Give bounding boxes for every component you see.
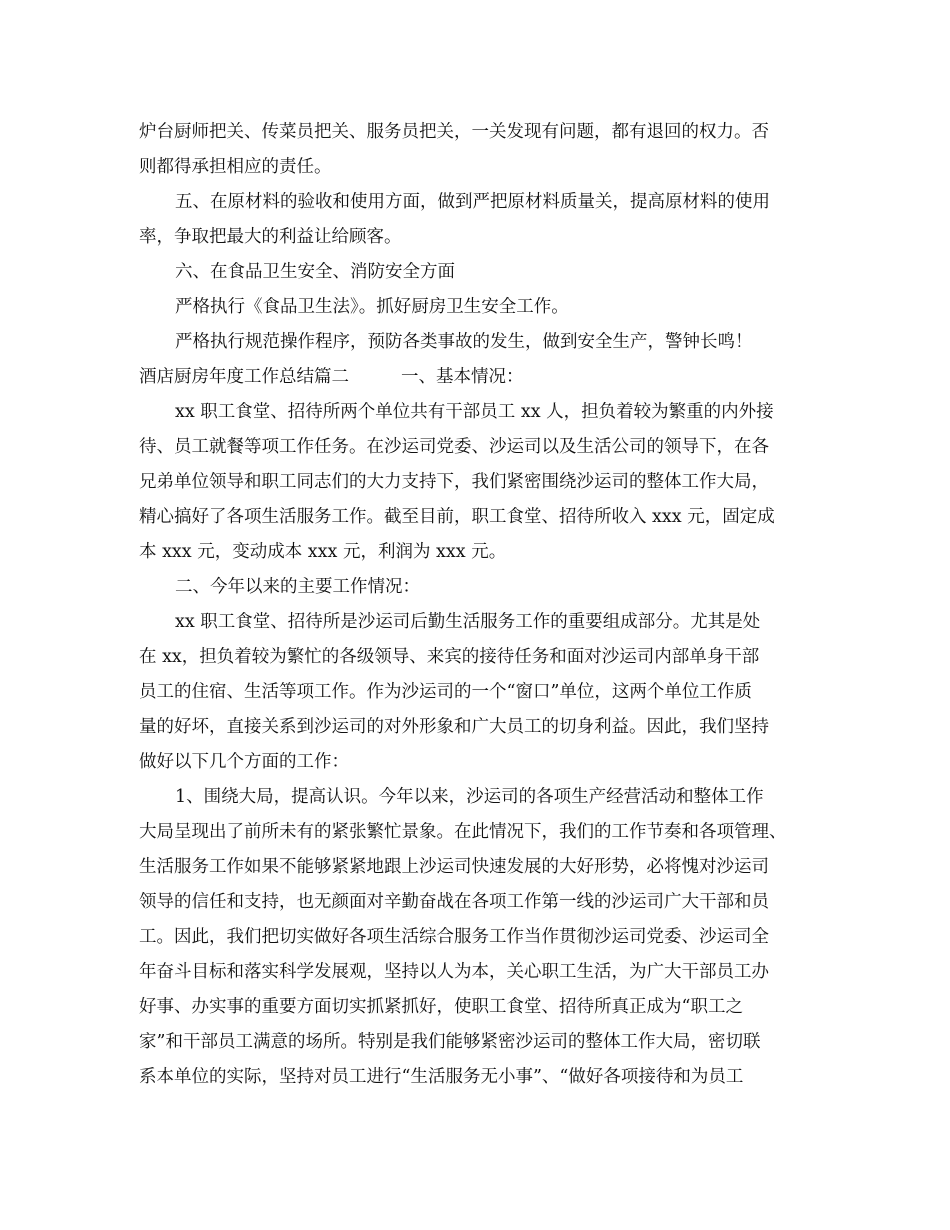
section-heading: 六、在食品卫生安全、消防安全方面 — [175, 262, 455, 282]
text-line: 精心搞好了各项生活服务工作。截至目前，职工食堂、招待所收入 xxx 元，固定成 — [139, 507, 775, 527]
text-line: 炉台厨师把关、传菜员把关、服务员把关，一关发现有问题，都有退回的权力。否 — [139, 122, 769, 142]
text-line: 兄弟单位领导和职工同志们的大力支持下，我们紧密围绕沙运司的整体工作大局， — [139, 472, 769, 492]
text-line: 好事、办实事的重要方面切实抓紧抓好，使职工食堂、招待所真正成为“职工之 — [139, 997, 743, 1017]
text-line: 做好以下几个方面的工作： — [139, 752, 349, 772]
text-line: 年奋斗目标和落实科学发展观，坚持以人为本，关心职工生活，为广大干部员工办 — [139, 962, 769, 982]
text-line: 1、围绕大局，提高认识。今年以来，沙运司的各项生产经营活动和整体工作 — [175, 787, 764, 807]
text-line: 严格执行规范操作程序，预防各类事故的发生，做到安全生产，警钟长鸣！ — [175, 332, 753, 352]
text-line: 生活服务工作如果不能够紧紧地跟上沙运司快速发展的大好形势，必将愧对沙运司 — [139, 857, 769, 877]
text-line: 工。因此，我们把切实做好各项生活综合服务工作当作贯彻沙运司党委、沙运司全 — [139, 927, 769, 947]
text-line: 家”和干部员工满意的场所。特别是我们能够紧密沙运司的整体工作大局，密切联 — [139, 1032, 761, 1052]
text-line: 待、员工就餐等项工作任务。在沙运司党委、沙运司以及生活公司的领导下，在各 — [139, 437, 769, 457]
text-line: 则都得承担相应的责任。 — [139, 157, 332, 177]
text-line: 领导的信任和支持，也无颜面对辛勤奋战在各项工作第一线的沙运司广大干部和员 — [139, 892, 769, 912]
text-line: 本 xxx 元，变动成本 xxx 元，利润为 xxx 元。 — [139, 542, 507, 562]
text-line: 量的好坏，直接关系到沙运司的对外形象和广大员工的切身利益。因此，我们坚持 — [139, 717, 769, 737]
article-title-line — [139, 360, 819, 395]
text-line: 系本单位的实际，坚持对员工进行“生活服务无小事”、“做好各项接待和为员工 — [139, 1067, 744, 1087]
text-line: 五、在原材料的验收和使用方面，做到严把原材料质量关，提高原材料的使用 — [175, 192, 770, 212]
text-line: 大局呈现出了前所未有的紧张繁忙景象。在此情况下，我们的工作节奏和各项管理、 — [139, 822, 787, 842]
article-title: 酒店厨房年度工作总结篇二 — [139, 367, 349, 387]
text-line: 员工的住宿、生活等项工作。作为沙运司的一个“窗口”单位，这两个单位工作质 — [139, 682, 752, 702]
document-body — [139, 115, 819, 1095]
text-line: xx 职工食堂、招待所两个单位共有干部员工 xx 人，担负着较为繁重的内外接 — [175, 402, 774, 422]
text-line: xx 职工食堂、招待所是沙运司后勤生活服务工作的重要组成部分。尤其是处 — [175, 612, 761, 632]
text-line: 在 xx，担负着较为繁忙的各级领导、来宾的接待任务和面对沙运司内部单身干部 — [139, 647, 760, 667]
text-line: 率，争取把最大的利益让给顾客。 — [139, 227, 402, 247]
text-line: 严格执行《食品卫生法》。抓好厨房卫生安全工作。 — [175, 297, 569, 317]
section-heading: 二、今年以来的主要工作情况： — [175, 577, 420, 597]
section-heading: 一、基本情况： — [401, 367, 524, 387]
